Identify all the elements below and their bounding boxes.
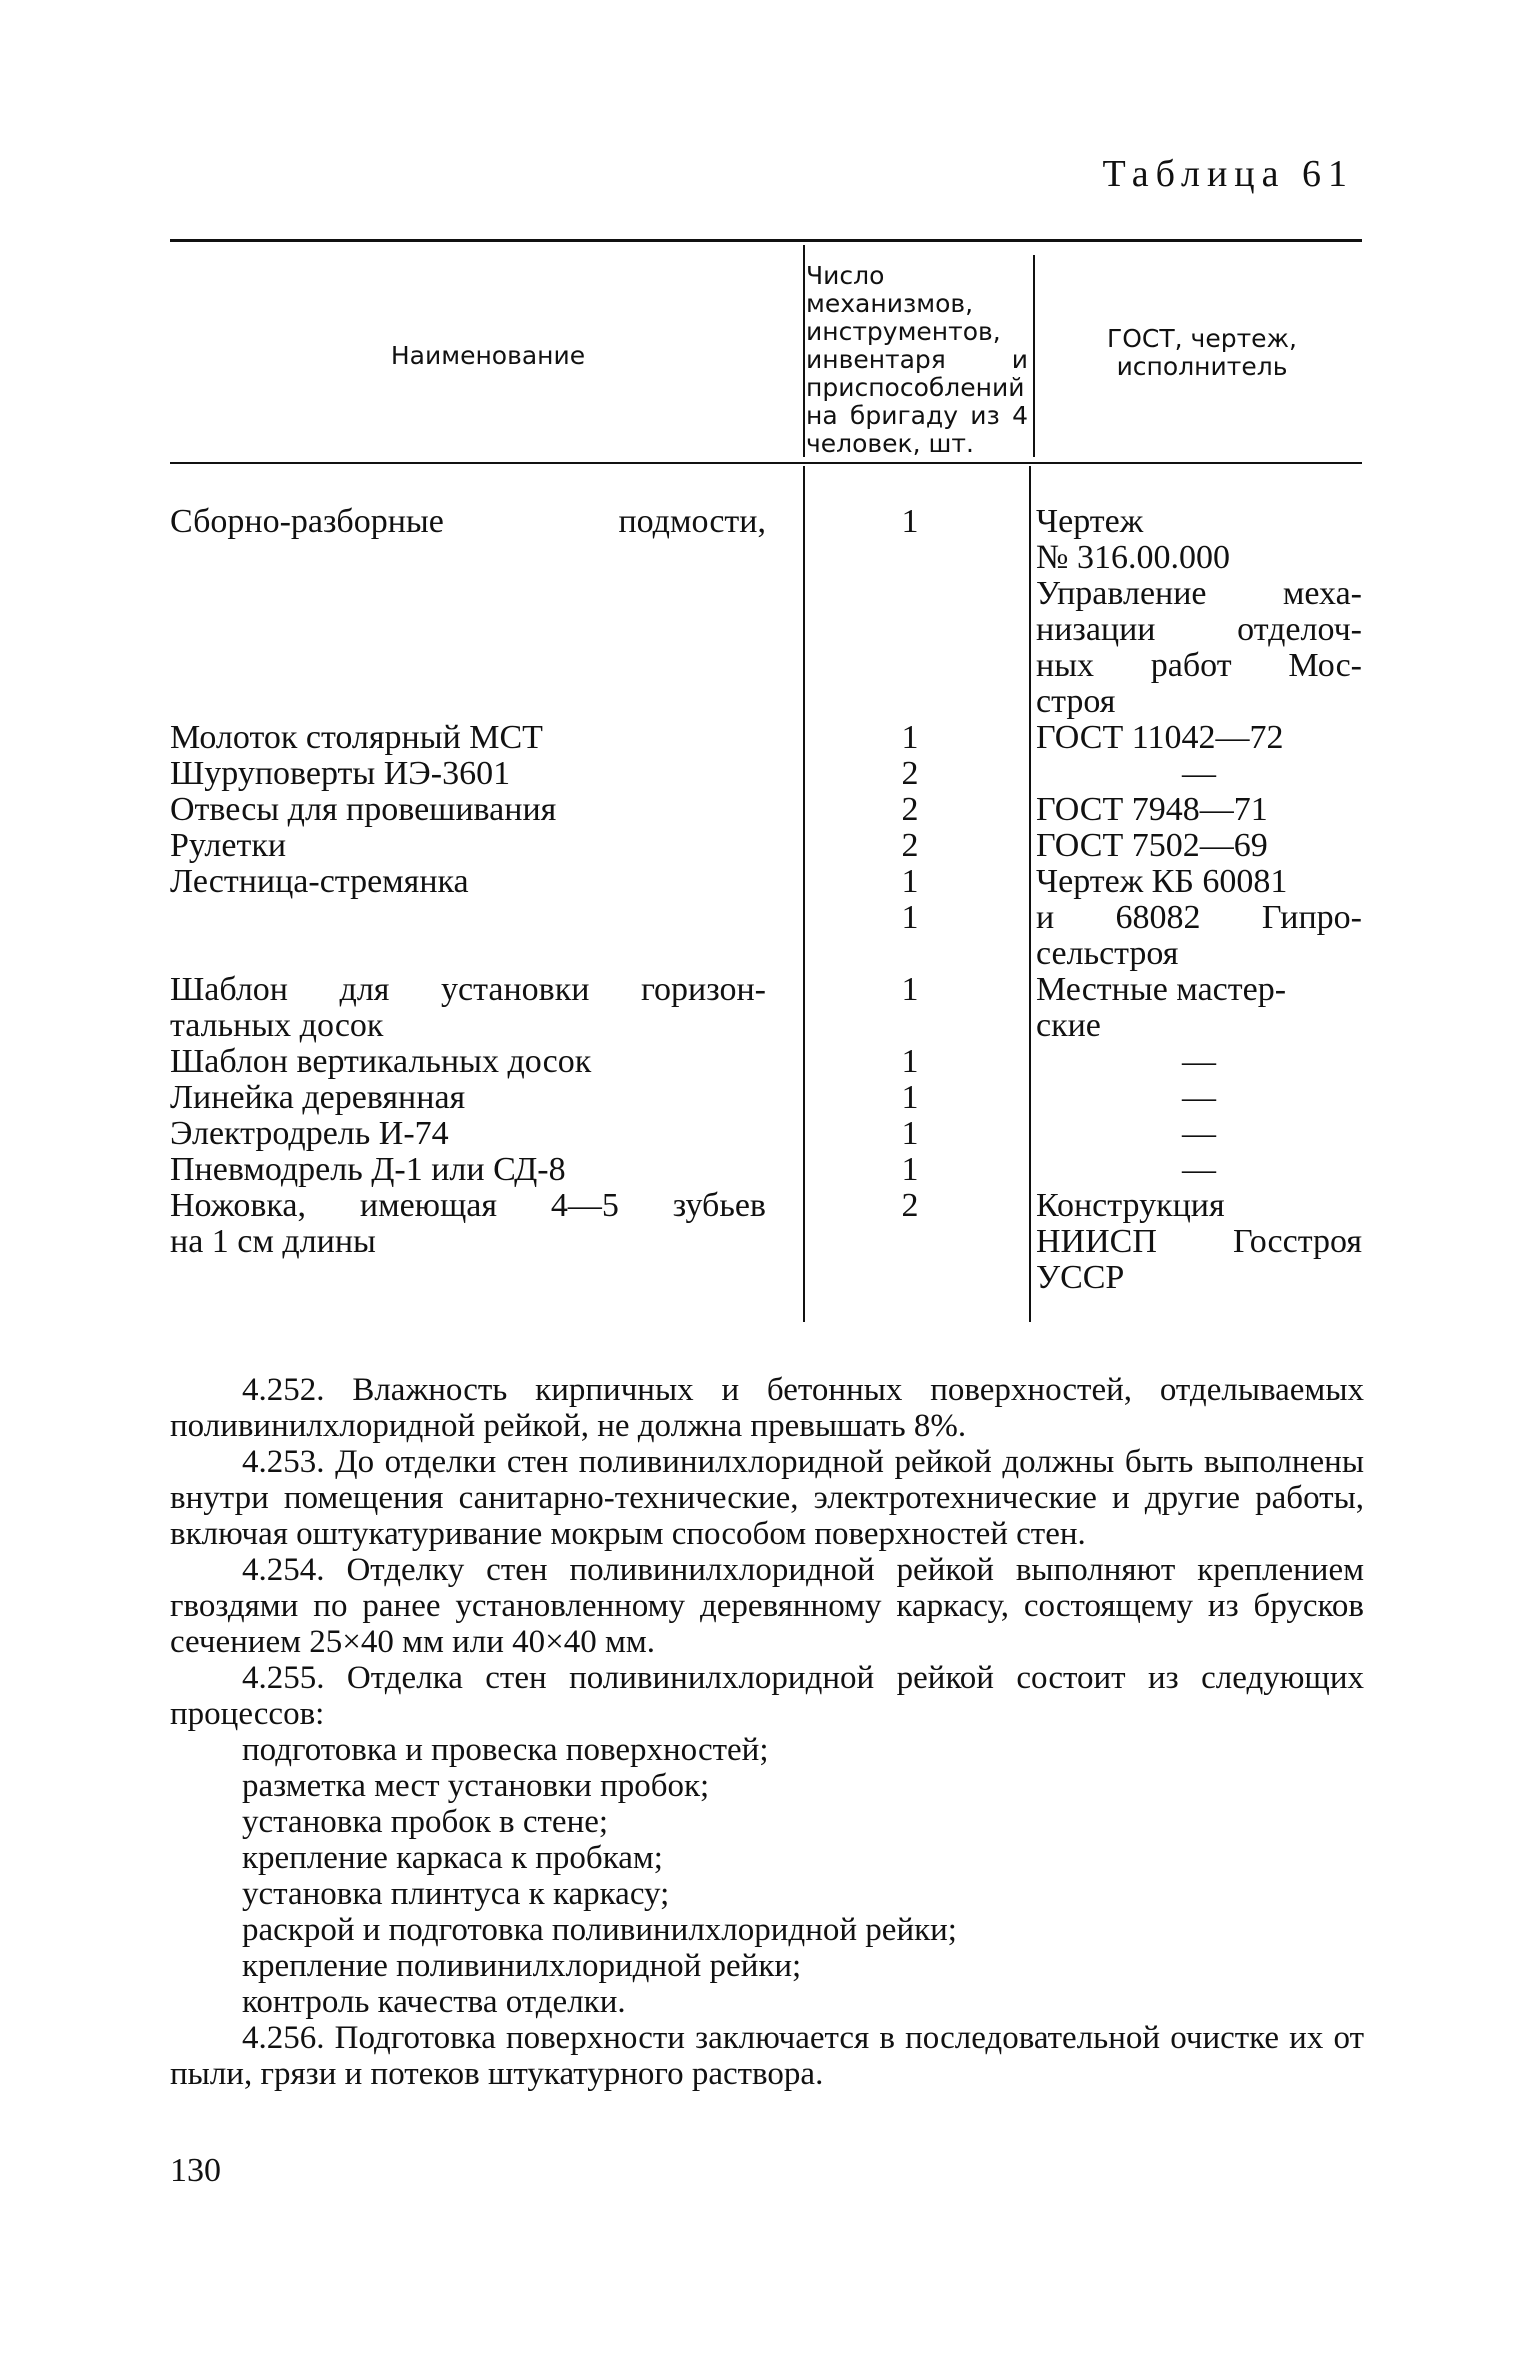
name-line: Отвесы для провешивания bbox=[170, 791, 557, 828]
name-line: Шуруповерты ИЭ-3601 bbox=[170, 755, 511, 792]
qty-line: 1 bbox=[901, 863, 919, 900]
name-line bbox=[170, 936, 766, 972]
header-gost: ГОСТ, чертеж, исполнитель bbox=[1107, 324, 1297, 381]
name-line: Сборно-разборные подмости, bbox=[170, 503, 766, 540]
page-number: 130 bbox=[170, 2152, 221, 2189]
process-item: контроль качества отделки. bbox=[242, 1984, 626, 2020]
gost-line: Конструкция bbox=[1036, 1187, 1225, 1224]
gost-line: Чертеж bbox=[1036, 503, 1144, 540]
gost-line: и 68082 Гипро- bbox=[1036, 899, 1362, 936]
gost-line: — bbox=[1182, 1151, 1216, 1188]
name-line bbox=[170, 576, 766, 612]
qty-line bbox=[860, 540, 960, 576]
process-item: раскрой и подготовка поливинилхлоридной рейки; bbox=[242, 1912, 957, 1948]
header-bottom-rule bbox=[170, 462, 1362, 464]
name-line: тальных досок bbox=[170, 1007, 384, 1044]
gost-line: ГОСТ 11042—72 bbox=[1036, 719, 1284, 756]
gost-line: ские bbox=[1036, 1007, 1101, 1044]
qty-line: 1 bbox=[901, 1043, 919, 1080]
paragraph-4256: 4.256. Подготовка поверхности заключается в последовательной очистке их от пыли, грязи и потеков штукатурного раствора. bbox=[170, 2020, 1364, 2092]
body-text bbox=[170, 1372, 1364, 2092]
name-line: Электродрель И-74 bbox=[170, 1115, 449, 1152]
gost-line: сельстроя bbox=[1036, 935, 1179, 972]
body-divider-1 bbox=[803, 466, 805, 1322]
name-line: Шаблон для установки горизон- bbox=[170, 971, 766, 1008]
gost-line: — bbox=[1182, 1079, 1216, 1116]
name-line: Шаблон вертикальных досок bbox=[170, 1043, 592, 1080]
name-line bbox=[170, 900, 766, 936]
process-item: крепление поливинилхлоридной рейки; bbox=[242, 1948, 802, 1984]
process-item: подготовка и провеска поверхностей; bbox=[242, 1732, 769, 1768]
header-count: Число механизмов, инструментов, инвентаря и приспособлений на бригаду из 4 человек, шт. bbox=[806, 261, 1028, 458]
qty-line bbox=[860, 648, 960, 684]
qty-line: 1 bbox=[901, 1151, 919, 1188]
paragraph-4255: 4.255. Отделка стен поливинилхлоридной рейкой состоит из следующих процессов: bbox=[170, 1660, 1364, 1732]
header-divider-2 bbox=[1033, 255, 1035, 457]
name-line bbox=[170, 648, 766, 684]
name-line bbox=[170, 612, 766, 648]
gost-line: — bbox=[1182, 1043, 1216, 1080]
qty-line: 2 bbox=[901, 755, 919, 792]
qty-line bbox=[860, 1224, 960, 1260]
gost-line: УССР bbox=[1036, 1259, 1125, 1296]
name-line bbox=[170, 540, 766, 576]
name-line: Ножовка, имеющая 4—5 зубьев bbox=[170, 1187, 766, 1224]
paragraph-4252: 4.252. Влажность кирпичных и бетонных поверхностей, отделываемых поливинилхлоридной рейкой, не должна превышать 8%. bbox=[170, 1372, 1364, 1444]
column-gost bbox=[1036, 504, 1362, 1296]
gost-line: № 316.00.000 bbox=[1036, 539, 1230, 576]
gost-line: — bbox=[1182, 1115, 1216, 1152]
gost-line: строя bbox=[1036, 683, 1116, 720]
gost-line: ГОСТ 7502—69 bbox=[1036, 827, 1268, 864]
qty-line: 1 bbox=[901, 503, 919, 540]
body-divider-2 bbox=[1029, 466, 1031, 1322]
name-line: Лестница-стремянка bbox=[170, 863, 469, 900]
qty-line: 2 bbox=[901, 1187, 919, 1224]
qty-line: 2 bbox=[901, 791, 919, 828]
column-name bbox=[170, 504, 766, 1260]
qty-line: 2 bbox=[901, 827, 919, 864]
qty-line: 1 bbox=[901, 899, 919, 936]
qty-line bbox=[860, 612, 960, 648]
name-line: Пневмодрель Д-1 или СД-8 bbox=[170, 1151, 566, 1188]
qty-line: 1 bbox=[901, 1079, 919, 1116]
gost-line: Местные мастер- bbox=[1036, 971, 1287, 1008]
name-line: на 1 см длины bbox=[170, 1223, 376, 1260]
name-line: Линейка деревянная bbox=[170, 1079, 466, 1116]
process-item: установка плинтуса к каркасу; bbox=[242, 1876, 670, 1912]
qty-line bbox=[860, 936, 960, 972]
gost-line: низации отделоч- bbox=[1036, 611, 1362, 648]
header-name: Наименование bbox=[390, 341, 586, 370]
gost-line: — bbox=[1182, 755, 1216, 792]
name-line bbox=[170, 684, 766, 720]
table-top-rule bbox=[170, 239, 1362, 242]
process-item: разметка мест установки пробок; bbox=[242, 1768, 710, 1804]
qty-line: 1 bbox=[901, 1115, 919, 1152]
gost-line: Управление меха- bbox=[1036, 575, 1362, 612]
table-caption: Таблица 61 bbox=[1102, 153, 1354, 195]
process-item: установка пробок в стене; bbox=[242, 1804, 609, 1840]
process-item: крепление каркаса к пробкам; bbox=[242, 1840, 663, 1876]
name-line: Рулетки bbox=[170, 827, 287, 864]
paragraph-4253: 4.253. До отделки стен поливинилхлоридной рейкой должны быть выполнены внутри помещения санитарно-технические, электротехнические и другие работы, включая оштукатуривание мокрым способом поверхностей стен. bbox=[170, 1444, 1364, 1552]
gost-line: Чертеж КБ 60081 bbox=[1036, 863, 1288, 900]
gost-line: НИИСП Госстроя bbox=[1036, 1223, 1362, 1260]
paragraph-4254: 4.254. Отделку стен поливинилхлоридной рейкой выполняют креплением гвоздями по ранее установленному деревянному каркасу, состоящему из брусков сечением 25×40 мм или 40×40 мм. bbox=[170, 1552, 1364, 1660]
qty-line: 1 bbox=[901, 719, 919, 756]
column-quantity bbox=[860, 504, 960, 1260]
gost-line: ГОСТ 7948—71 bbox=[1036, 791, 1268, 828]
qty-line bbox=[860, 1008, 960, 1044]
qty-line bbox=[860, 684, 960, 720]
qty-line bbox=[860, 576, 960, 612]
name-line: Молоток столярный МСТ bbox=[170, 719, 543, 756]
qty-line: 1 bbox=[901, 971, 919, 1008]
gost-line: ных работ Мос- bbox=[1036, 647, 1362, 684]
